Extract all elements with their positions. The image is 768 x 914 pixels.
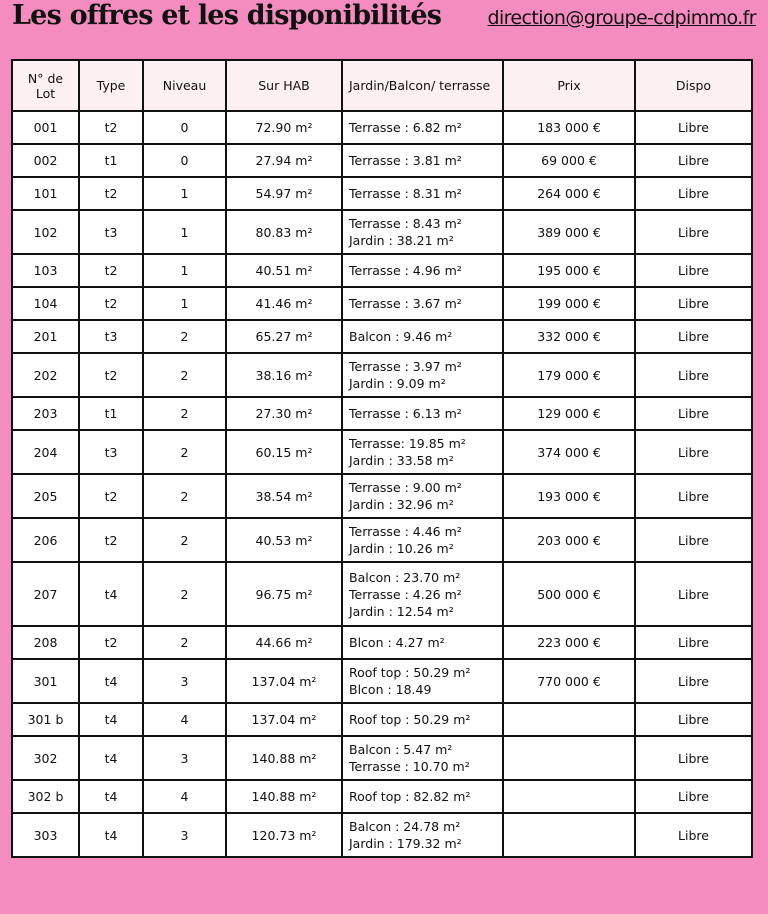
cell-surface: 120.73 m² [226,813,342,857]
cell-dispo: Libre [635,626,752,659]
page-title: Les offres et les disponibilités [12,0,442,31]
lots-table [11,59,753,858]
cell-prix: 69 000 € [503,144,635,177]
cell-exterieur [342,626,503,659]
cell-lot: 207 [12,562,79,626]
exterieur-line: Roof top : 82.82 m² [349,789,471,804]
table-row [12,430,752,474]
cell-niveau: 2 [143,474,226,518]
cell-surface: 140.88 m² [226,780,342,813]
cell-niveau: 3 [143,736,226,780]
table-row [12,562,752,626]
exterieur-line: Roof top : 50.29 m² [349,712,471,727]
cell-type: t3 [79,430,143,474]
cell-type: t1 [79,144,143,177]
cell-exterieur [342,320,503,353]
cell-niveau: 0 [143,111,226,144]
cell-prix: 770 000 € [503,659,635,703]
table-row [12,254,752,287]
cell-lot: 201 [12,320,79,353]
cell-dispo: Libre [635,518,752,562]
cell-surface: 137.04 m² [226,659,342,703]
cell-niveau: 2 [143,397,226,430]
cell-lot: 002 [12,144,79,177]
exterieur-line: Jardin : 179.32 m² [349,836,462,851]
cell-lot: 001 [12,111,79,144]
exterieur-line: Terrasse : 3.67 m² [349,296,462,311]
exterieur-line: Roof top : 50.29 m² [349,665,471,680]
cell-prix: 199 000 € [503,287,635,320]
col-header-type: Type [79,60,143,111]
cell-niveau: 2 [143,353,226,397]
col-header-lot: N° de Lot [12,60,79,111]
cell-type: t2 [79,353,143,397]
cell-niveau: 0 [143,144,226,177]
table-row [12,703,752,736]
exterieur-line: Jardin : 12.54 m² [349,603,454,619]
cell-dispo: Libre [635,320,752,353]
cell-surface: 40.53 m² [226,518,342,562]
cell-exterieur [342,813,503,857]
cell-dispo: Libre [635,254,752,287]
cell-prix: 264 000 € [503,177,635,210]
cell-surface: 41.46 m² [226,287,342,320]
cell-niveau: 2 [143,562,226,626]
cell-exterieur [342,287,503,320]
cell-lot: 302 b [12,780,79,813]
cell-niveau: 3 [143,659,226,703]
cell-prix: 332 000 € [503,320,635,353]
cell-type: t4 [79,703,143,736]
cell-surface: 27.94 m² [226,144,342,177]
cell-prix: 183 000 € [503,111,635,144]
exterieur-line: Terrasse: 19.85 m² [349,436,466,451]
cell-type: t2 [79,177,143,210]
cell-lot: 103 [12,254,79,287]
cell-lot: 301 b [12,703,79,736]
exterieur-line: Terrasse : 6.82 m² [349,120,462,135]
cell-exterieur [342,397,503,430]
cell-prix [503,813,635,857]
table-row [12,659,752,703]
cell-niveau: 1 [143,287,226,320]
cell-surface: 72.90 m² [226,111,342,144]
table-row [12,111,752,144]
cell-surface: 80.83 m² [226,210,342,254]
table-row [12,287,752,320]
cell-dispo: Libre [635,430,752,474]
cell-surface: 27.30 m² [226,397,342,430]
exterieur-line: Terrasse : 3.81 m² [349,153,462,168]
table-row [12,518,752,562]
cell-exterieur [342,703,503,736]
cell-prix [503,703,635,736]
exterieur-line: Balcon : 9.46 m² [349,329,453,344]
cell-dispo: Libre [635,736,752,780]
cell-dispo: Libre [635,703,752,736]
exterieur-line: Jardin : 38.21 m² [349,233,454,248]
cell-niveau: 1 [143,177,226,210]
exterieur-line: Balcon : 24.78 m² [349,819,461,834]
cell-dispo: Libre [635,111,752,144]
cell-lot: 102 [12,210,79,254]
cell-niveau: 4 [143,780,226,813]
cell-dispo: Libre [635,177,752,210]
exterieur-line: Blcon : 18.49 [349,682,432,697]
col-header-exterieur: Jardin/Balcon/ terrasse [342,60,503,111]
exterieur-line: Balcon : 23.70 m² [349,569,461,585]
cell-lot: 302 [12,736,79,780]
cell-exterieur [342,780,503,813]
cell-dispo: Libre [635,813,752,857]
cell-type: t4 [79,813,143,857]
exterieur-line: Terrasse : 8.31 m² [349,186,462,201]
cell-prix [503,736,635,780]
cell-prix: 374 000 € [503,430,635,474]
cell-surface: 40.51 m² [226,254,342,287]
cell-niveau: 2 [143,518,226,562]
cell-exterieur [342,144,503,177]
exterieur-line: Jardin : 10.26 m² [349,541,454,556]
table-row [12,177,752,210]
cell-lot: 204 [12,430,79,474]
cell-type: t4 [79,780,143,813]
cell-type: t2 [79,474,143,518]
cell-prix: 179 000 € [503,353,635,397]
table-row [12,474,752,518]
cell-niveau: 3 [143,813,226,857]
col-header-surface: Sur HAB [226,60,342,111]
contact-email-link[interactable]: direction@groupe-cdpimmo.fr [487,7,756,29]
cell-prix: 129 000 € [503,397,635,430]
cell-exterieur [342,736,503,780]
table-row [12,397,752,430]
cell-type: t2 [79,111,143,144]
cell-type: t2 [79,287,143,320]
cell-lot: 104 [12,287,79,320]
exterieur-line: Terrasse : 4.46 m² [349,524,462,539]
cell-niveau: 1 [143,210,226,254]
table-header-row [12,60,752,111]
cell-niveau: 2 [143,320,226,353]
cell-surface: 38.16 m² [226,353,342,397]
cell-lot: 202 [12,353,79,397]
cell-exterieur [342,254,503,287]
cell-lot: 206 [12,518,79,562]
col-header-prix: Prix [503,60,635,111]
table-row [12,736,752,780]
cell-niveau: 2 [143,430,226,474]
exterieur-line: Terrasse : 4.26 m² [349,586,462,602]
cell-surface: 60.15 m² [226,430,342,474]
exterieur-line: Terrasse : 4.96 m² [349,263,462,278]
cell-lot: 203 [12,397,79,430]
cell-prix: 500 000 € [503,562,635,626]
cell-surface: 140.88 m² [226,736,342,780]
cell-exterieur [342,430,503,474]
cell-dispo: Libre [635,474,752,518]
table-row [12,353,752,397]
cell-dispo: Libre [635,353,752,397]
cell-surface: 137.04 m² [226,703,342,736]
cell-exterieur [342,562,503,626]
cell-type: t1 [79,397,143,430]
cell-type: t2 [79,626,143,659]
cell-type: t2 [79,518,143,562]
cell-niveau: 4 [143,703,226,736]
table-row [12,813,752,857]
table-row [12,626,752,659]
cell-lot: 205 [12,474,79,518]
cell-lot: 301 [12,659,79,703]
cell-niveau: 2 [143,626,226,659]
exterieur-line: Terrasse : 6.13 m² [349,406,462,421]
cell-surface: 65.27 m² [226,320,342,353]
cell-dispo: Libre [635,287,752,320]
cell-prix: 203 000 € [503,518,635,562]
cell-dispo: Libre [635,780,752,813]
cell-exterieur [342,474,503,518]
cell-prix: 195 000 € [503,254,635,287]
exterieur-line: Terrasse : 8.43 m² [349,216,462,231]
cell-surface: 96.75 m² [226,562,342,626]
cell-prix: 193 000 € [503,474,635,518]
cell-niveau: 1 [143,254,226,287]
exterieur-line: Jardin : 9.09 m² [349,376,446,391]
table-row [12,320,752,353]
cell-prix [503,780,635,813]
exterieur-line: Jardin : 33.58 m² [349,453,454,468]
cell-type: t4 [79,659,143,703]
cell-exterieur [342,659,503,703]
cell-prix: 389 000 € [503,210,635,254]
cell-type: t4 [79,736,143,780]
cell-surface: 38.54 m² [226,474,342,518]
cell-type: t3 [79,210,143,254]
col-header-dispo: Dispo [635,60,752,111]
table-row [12,210,752,254]
cell-type: t3 [79,320,143,353]
col-header-niveau: Niveau [143,60,226,111]
cell-dispo: Libre [635,210,752,254]
exterieur-line: Terrasse : 10.70 m² [349,759,470,774]
table-row [12,144,752,177]
cell-type: t2 [79,254,143,287]
cell-exterieur [342,210,503,254]
cell-exterieur [342,111,503,144]
cell-lot: 303 [12,813,79,857]
cell-exterieur [342,177,503,210]
exterieur-line: Blcon : 4.27 m² [349,635,445,650]
cell-type: t4 [79,562,143,626]
cell-surface: 44.66 m² [226,626,342,659]
cell-dispo: Libre [635,144,752,177]
cell-prix: 223 000 € [503,626,635,659]
exterieur-line: Terrasse : 3.97 m² [349,359,462,374]
cell-surface: 54.97 m² [226,177,342,210]
cell-lot: 208 [12,626,79,659]
cell-exterieur [342,353,503,397]
exterieur-line: Jardin : 32.96 m² [349,497,454,512]
cell-exterieur [342,518,503,562]
exterieur-line: Terrasse : 9.00 m² [349,480,462,495]
cell-dispo: Libre [635,659,752,703]
cell-lot: 101 [12,177,79,210]
cell-dispo: Libre [635,397,752,430]
cell-dispo: Libre [635,562,752,626]
table-row [12,780,752,813]
exterieur-line: Balcon : 5.47 m² [349,742,453,757]
